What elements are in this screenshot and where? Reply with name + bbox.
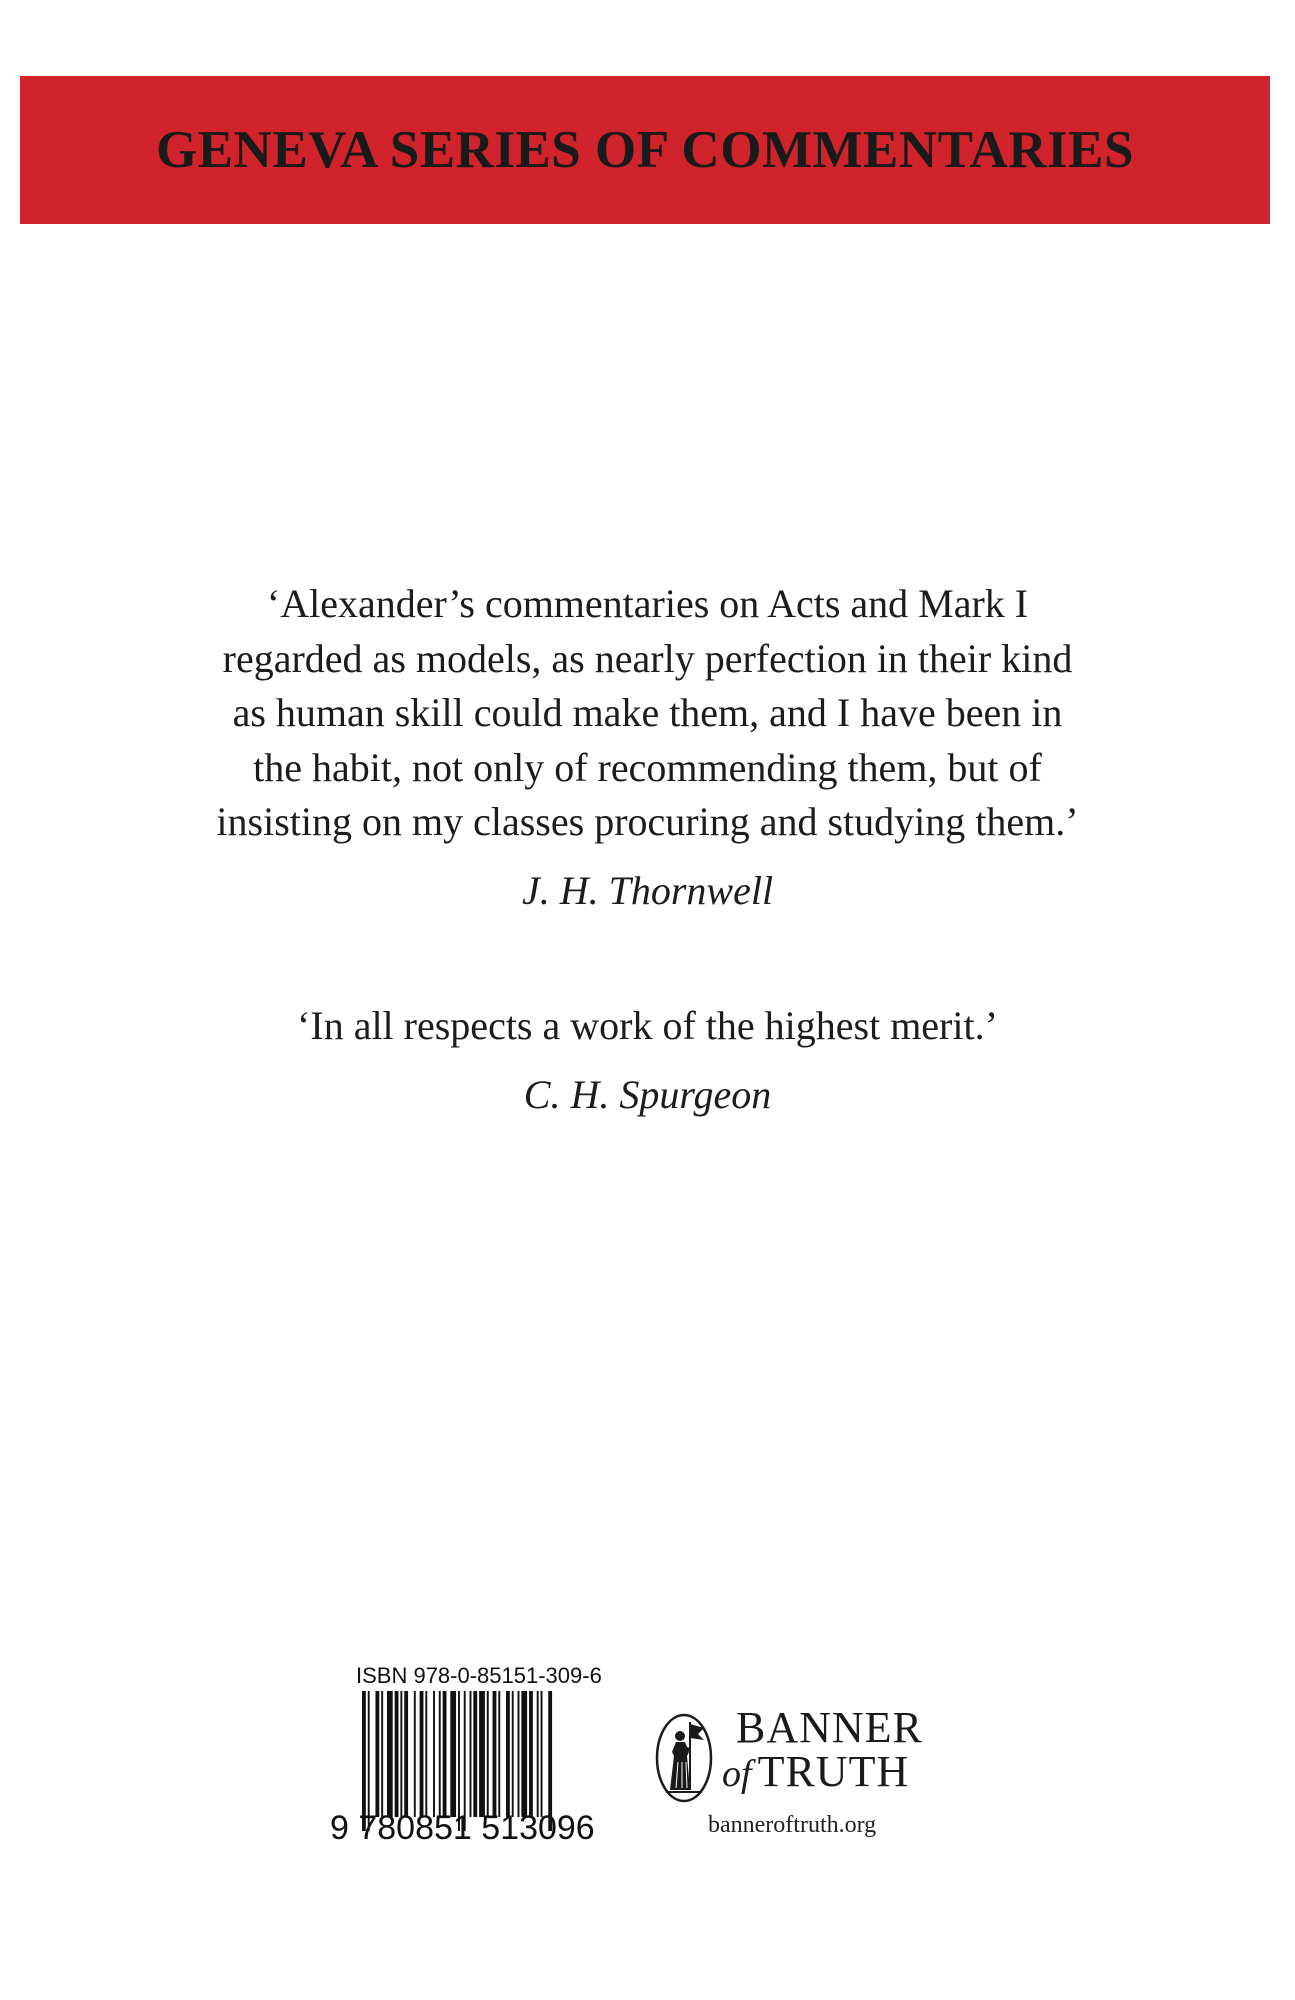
publisher-name-banner: BANNER: [736, 1703, 923, 1752]
barcode-bar: [512, 1691, 514, 1817]
standard-bearer-emblem-icon: [654, 1712, 714, 1804]
isbn-label: ISBN 978-0-85151-309-6: [356, 1663, 602, 1688]
barcode-bar: [521, 1691, 527, 1817]
barcode-bar: [529, 1691, 533, 1817]
publisher-name-truth: TRUTH: [757, 1747, 910, 1796]
barcode-bar: [498, 1691, 500, 1817]
barcode-bar: [387, 1691, 393, 1817]
quote-line: ‘Alexander’s commentaries on Acts and Mark I: [266, 581, 1029, 626]
barcode-bar: [473, 1691, 477, 1817]
barcode-bar: [433, 1691, 435, 1817]
publisher-name-of: of: [722, 1753, 752, 1795]
quote-line: insisting on my classes procuring and studying them.’: [216, 799, 1079, 844]
barcode-bar: [381, 1691, 383, 1817]
publisher-name-of-truth: [722, 1747, 910, 1796]
barcode-bar: [470, 1691, 472, 1817]
barcode-bar: [400, 1691, 402, 1817]
endorsement-spurgeon: [120, 999, 1175, 1122]
barcode-bar: [439, 1691, 441, 1817]
barcode-bar: [479, 1691, 485, 1817]
publisher-website: banneroftruth.org: [708, 1812, 877, 1838]
quote-line: ‘In all respects a work of the highest merit.’: [297, 1003, 998, 1048]
series-banner: [20, 76, 1270, 224]
barcode-bar: [420, 1691, 424, 1817]
barcode-digits: 9 780851 513096: [330, 1809, 595, 1847]
barcode-bar: [443, 1691, 447, 1817]
barcode-bar: [487, 1691, 489, 1817]
endorsement-thornwell: [120, 577, 1175, 918]
series-title: GENEVA SERIES OF COMMENTARIES: [155, 121, 1135, 179]
barcode-bar: [375, 1691, 379, 1817]
quote-line: regarded as models, as nearly perfection in their kind: [222, 635, 1073, 681]
barcode-bar: [450, 1691, 456, 1817]
quote-attribution: C. H. Spurgeon: [523, 1071, 772, 1117]
barcode-bar: [518, 1691, 520, 1817]
barcode-bar: [537, 1691, 539, 1817]
barcode-bar: [395, 1691, 399, 1817]
quote-line: as human skill could make them, and I have been in: [232, 690, 1063, 735]
barcode-bar: [541, 1691, 543, 1817]
isbn-barcode: [330, 1663, 610, 1849]
quote-attribution: J. H. Thornwell: [521, 867, 774, 913]
barcode-bar: [425, 1691, 427, 1817]
quote-line: the habit, not only of recommending them, but of: [253, 744, 1042, 790]
barcode-bar: [414, 1691, 416, 1817]
barcode-bar: [404, 1691, 408, 1817]
publisher-logo: [654, 1703, 954, 1846]
barcode-bar: [493, 1691, 497, 1817]
barcode-bar: [506, 1691, 510, 1817]
